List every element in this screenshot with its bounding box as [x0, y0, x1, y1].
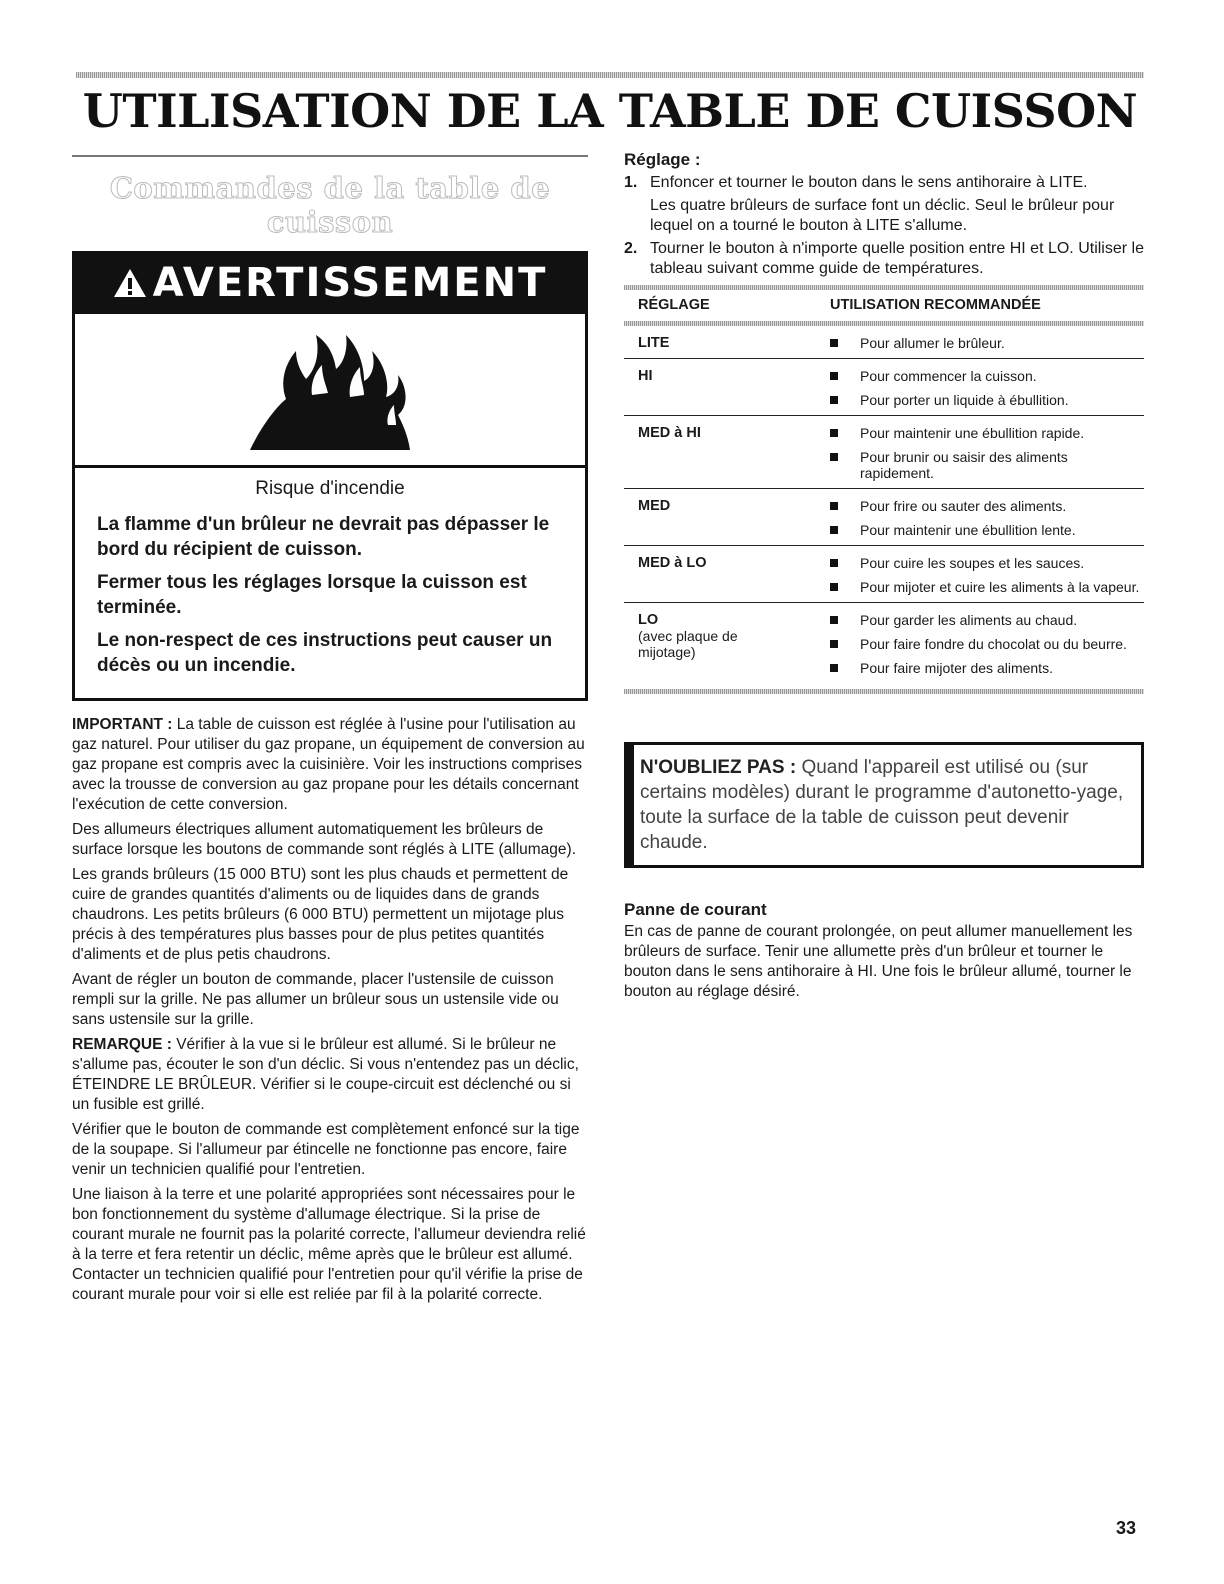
bullet-icon — [830, 339, 838, 347]
remarque-paragraph — [72, 1035, 588, 1115]
warning-header — [75, 254, 585, 314]
section-title: Commandes de la table de cuisson — [109, 171, 551, 239]
setting-name: HI — [638, 368, 653, 384]
table-row — [624, 358, 1144, 415]
warning-header-text: AVERTISSEMENT — [152, 260, 548, 306]
paragraph: Vérifier que le bouton de commande est complètement enfoncé sur la tige de la soupape. Si l'allumeur par étincelle ne fonctionne pas encore, faire venir un technicien qualifié pour l'entretien. — [72, 1121, 580, 1178]
bullet-icon — [830, 396, 838, 404]
table-row — [624, 326, 1144, 358]
setting-name: MED à HI — [638, 425, 701, 441]
risk-title: Risque d'incendie — [255, 478, 405, 499]
section-rule — [72, 155, 588, 157]
bullet-icon — [830, 453, 838, 461]
reminder-box — [624, 742, 1144, 868]
step-1 — [624, 173, 1144, 193]
warning-line: Le non-respect de ces instructions peut causer un décès ou un incendie. — [97, 630, 553, 676]
bullet-icon — [830, 526, 838, 534]
paragraph: Une liaison à la terre et une polarité appropriées sont nécessaires pour le bon fonctionnement du système d'allumage électrique. Si la prise de courant murale ne fournit pas la polarité correcte, l'allumeur deviendra relié à la terre et fera retentir un déclic, même après que le brûleur est allumé. Contacter un technicien qualifié pour l'entretien pour qu'il vérifie la prise de courant murale pour voir si elle est reliée par fil à la polarité correcte. — [72, 1186, 586, 1303]
table-row — [624, 602, 1144, 683]
warning-triangle-icon — [113, 268, 147, 298]
usage-item: Pour maintenir une ébullition rapide. — [830, 425, 1144, 441]
page-number: 33 — [1116, 1518, 1137, 1538]
step-number: 1. — [624, 174, 638, 191]
usage-item: Pour maintenir une ébullition lente. — [830, 522, 1144, 538]
setting-note: (avec plaque de mijotage) — [638, 628, 738, 660]
paragraph: Des allumeurs électriques allument automatiquement les brûleurs de surface lorsque les boutons de commande sont réglés à LITE (allumage). — [72, 821, 577, 858]
usage-item: Pour frire ou sauter des aliments. — [830, 498, 1144, 514]
important-paragraph — [72, 715, 588, 815]
step-text: Enfoncer et tourner le bouton dans le sens antihoraire à LITE. — [650, 174, 1088, 191]
paragraph: Les grands brûleurs (15 000 BTU) sont les plus chauds et permettent de cuire de grandes quantités d'aliments ou de liquides dans de grands chaudrons. Les petits brûleurs (6 000 BTU) permettent un mijotage plus précis à des températures plus basses pour de plus petites quantités d'aliments et de plus petis chaudrons. — [72, 866, 569, 963]
usage-item: Pour faire mijoter des aliments. — [830, 660, 1144, 676]
table-row — [624, 545, 1144, 602]
usage-item: Pour garder les aliments au chaud. — [830, 612, 1144, 628]
setting-name: LO — [638, 612, 659, 628]
bullet-icon — [830, 583, 838, 591]
bullet-icon — [830, 502, 838, 510]
warning-line: La flamme d'un brûleur ne devrait pas dépasser le bord du récipient de cuisson. — [97, 514, 550, 560]
bullet-icon — [830, 559, 838, 567]
left-column — [72, 155, 588, 1305]
step-2 — [624, 239, 1144, 279]
settings-table — [624, 285, 1144, 694]
column-header-setting: RÉGLAGE — [638, 297, 710, 313]
step-number: 2. — [624, 240, 638, 257]
usage-item: Pour cuire les soupes et les sauces. — [830, 555, 1144, 571]
step-1-detail: Les quatre brûleurs de surface font un déclic. Seul le brûleur pour lequel on a tourné le bouton à LITE s'allume. — [650, 197, 1115, 234]
bullet-icon — [830, 664, 838, 672]
usage-item: Pour faire fondre du chocolat ou du beurre. — [830, 636, 1144, 652]
bullet-icon — [830, 372, 838, 380]
important-label: IMPORTANT : — [72, 716, 173, 733]
usage-item: Pour commencer la cuisson. — [830, 368, 1144, 384]
top-rule — [76, 72, 1144, 78]
table-row — [624, 488, 1144, 545]
table-bottom-rule — [624, 689, 1144, 694]
reminder-text: Quand l'appareil est utilisé ou (sur certains modèles) durant le programme d'autonetto-yage, toute la surface de la table de cuisson peut devenir chaude. — [640, 757, 1124, 853]
setting-name: LITE — [638, 335, 670, 351]
power-outage-text: En cas de panne de courant prolongée, on peut allumer manuellement les brûleurs de surface. Tenir une allumette près d'un brûleur et tourner le bouton dans le sens antihoraire à HI. Une fois le brûleur allumé, tourner le bouton au réglage désiré. — [624, 923, 1133, 1000]
remarque-text: Vérifier à la vue si le brûleur est allumé. Si le brûleur ne s'allume pas, écouter le son d'un déclic. Si vous n'entendez pas un déclic, ÉTEINDRE LE BRÛLEUR. Vérifier si le coupe-circuit est déclenché ou si un fusible est grillé. — [72, 1036, 579, 1113]
warning-text — [75, 468, 585, 698]
warning-box — [72, 251, 588, 701]
paragraph: Avant de régler un bouton de commande, placer l'ustensile de cuisson rempli sur la grille. Ne pas allumer un brûleur sous un ustensile vide ou sans ustensile sur la grille. — [72, 971, 559, 1028]
flame-area — [75, 314, 585, 468]
remarque-label: REMARQUE : — [72, 1036, 172, 1053]
usage-item: Pour brunir ou saisir des aliments rapidement. — [830, 449, 1144, 481]
column-header-usage: UTILISATION RECOMMANDÉE — [830, 297, 1041, 313]
page-title: UTILISATION DE LA TABLE DE CUISSON — [82, 84, 1138, 138]
bullet-icon — [830, 429, 838, 437]
power-outage-heading: Panne de courant — [624, 900, 767, 919]
warning-line: Fermer tous les réglages lorsque la cuisson est terminée. — [97, 572, 527, 618]
reminder-label: N'OUBLIEZ PAS : — [640, 757, 797, 778]
right-column — [624, 150, 1144, 1002]
power-outage-section — [624, 900, 1144, 1002]
important-text: La table de cuisson est réglée à l'usine pour l'utilisation au gaz naturel. Pour utiliser du gaz propane, un équipement de conversion au gaz propane est compris avec la cuisinière. Voir les instructions comprises avec la trousse de conversion au gaz propane pour les détails concernant l'exécution de cette conversion. — [72, 716, 585, 813]
usage-item: Pour allumer le brûleur. — [830, 335, 1144, 351]
table-row — [624, 415, 1144, 488]
step-text: Tourner le bouton à n'importe quelle position entre HI et LO. Utiliser le tableau suivant comme guide de températures. — [650, 240, 1144, 277]
reglage-heading: Réglage : — [624, 150, 701, 169]
bullet-icon — [830, 616, 838, 624]
usage-item: Pour mijoter et cuire les aliments à la vapeur. — [830, 579, 1144, 595]
setting-name: MED — [638, 498, 671, 514]
table-header — [624, 290, 1144, 321]
setting-name: MED à LO — [638, 555, 707, 571]
bullet-icon — [830, 640, 838, 648]
usage-item: Pour porter un liquide à ébullition. — [830, 392, 1144, 408]
fire-hazard-icon — [240, 325, 420, 455]
